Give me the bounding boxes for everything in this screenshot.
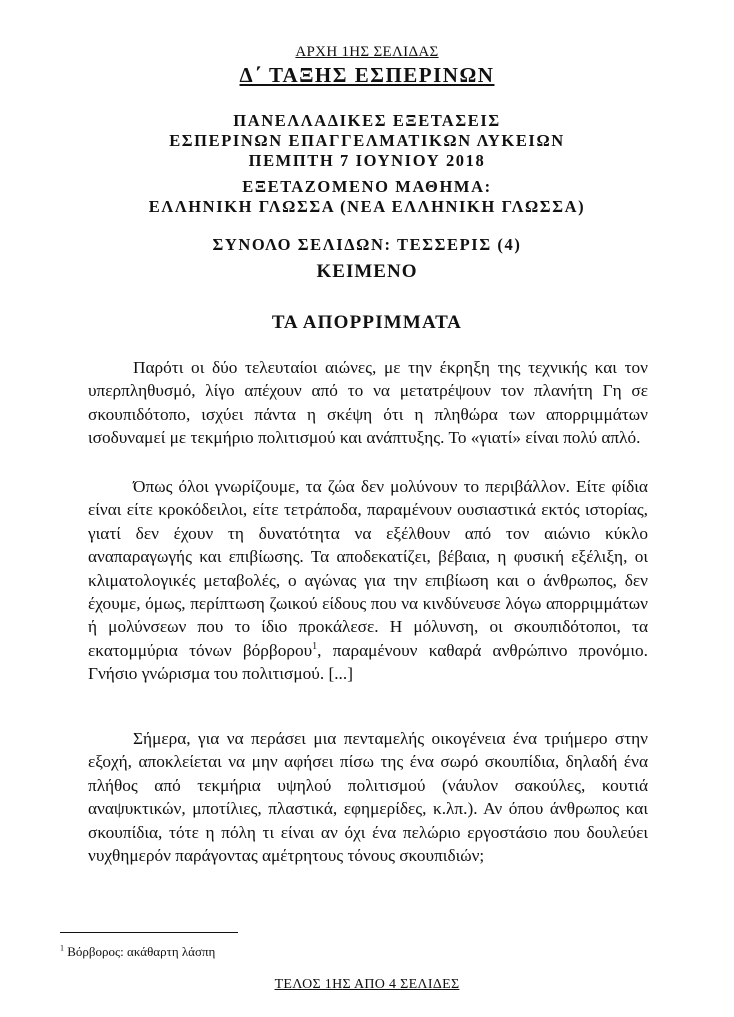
subject-label: ΕΞΕΤΑΖΟΜΕΝΟ ΜΑΘΗΜΑ: <box>242 177 492 196</box>
page-end-label: ΤΕΛΟΣ 1ΗΣ ΑΠΟ 4 ΣΕΛΙΔΕΣ <box>274 977 460 992</box>
footnote-divider <box>60 932 238 933</box>
section-heading: ΚΕΙΜΕΝΟ <box>316 261 418 282</box>
exam-line: ΠΑΝΕΛΛΑΔΙΚΕΣ ΕΞΕΤΑΣΕΙΣ <box>233 111 501 130</box>
footnote <box>60 944 215 960</box>
footnote-reference: 1 <box>312 641 318 653</box>
subject-name: ΕΛΛΗΝΙΚΗ ΓΛΩΣΣΑ (ΝΕΑ ΕΛΛΗΝΙΚΗ ΓΛΩΣΣΑ) <box>148 197 586 216</box>
footnote-text: Βόρβορος: ακάθαρτη λάσπη <box>64 944 216 959</box>
text-title: ΤΑ ΑΠΟΡΡΙΜΜΑΤΑ <box>271 312 463 333</box>
paragraph-3: Σήμερα, για να περάσει μια πενταμελής οικογένεια ένα τριήμερο στην εξοχή, αποκλείεται να μην αφήσει πίσω της ένα σωρό σκουπίδια, δηλαδή ένα πλήθος από τεκμήρια υψηλού πολιτισμού (νάυλον σακούλες, κουτιά αναψυκτικών, μποτίλιες, πλαστικά, εφημερίδες, κ.λπ.). Αν όπου άνθρωπος και σκουπίδια, τότε η πόλη τι είναι αν όχι ένα πελώριο εργοστάσιο που δουλεύει νυχθημερόν παράγοντας αμέτρητους τόνους σκουπιδιών; <box>88 729 648 866</box>
exam-date: ΠΕΜΠΤΗ 7 ΙΟΥΝΙΟΥ 2018 <box>248 151 486 170</box>
class-heading: Δ΄ ΤΑΞΗΣ ΕΣΠΕΡΙΝΩΝ <box>239 63 495 87</box>
paragraph-2 <box>88 475 648 686</box>
page-start-label: ΑΡΧΗ 1ΗΣ ΣΕΛΙΔΑΣ <box>295 44 439 60</box>
paragraph-2-part-a: Όπως όλοι γνωρίζουμε, τα ζώα δεν μολύνουν το περιβάλλον. Είτε φίδια είναι είτε κροκόδειλοι, είτε τετράποδα, παραμένουν ουσιαστικά εκτός ιστορίας, γιατί δεν έχουν τη δυνατότητα να εξέλθουν από τον αιώνιο κύκλο αναπαραγωγής και επιβίωσης. Τα αποδεκατίζει, βέβαια, η φυσική εξέλιξη, οι κλιματολογικές μεταβολές, ο αγώνας για την επιβίωση και ο άνθρωπος, δεν έχουμε, όμως, περίπτωση ζωικού είδους που να κινδύνευσε λόγω απορριμμάτων ή μολύνσεων που το ίδιο προκάλεσε. Η μόλυνση, οι σκουπιδότοποι, τα εκατομμύρια τόνων βόρβορου <box>88 477 648 660</box>
paragraph-1: Παρότι οι δύο τελευταίοι αιώνες, με την έκρηξη της τεχνικής και τον υπερπληθυσμό, λίγο απέχουν από το να μετατρέψουν τον πλανήτη Γη σε σκουπιδότοπο, ισχύει πάντα η σκέψη ότι η πληθώρα των απορριμμάτων ισοδυναμεί με τεκμήριο πολιτισμού και ανάπτυξης. Το «γιατί» είναι πολύ απλό. <box>88 358 648 448</box>
exam-info <box>0 111 734 171</box>
subject-info <box>0 177 734 217</box>
total-pages: ΣΥΝΟΛΟ ΣΕΛΙΔΩΝ: ΤΕΣΣΕΡΙΣ (4) <box>212 235 522 254</box>
paragraph-2-part-b: , παραμένουν καθαρά ανθρώπινο προνόμιο. Γνήσιο γνώρισμα του πολιτισμού. [...] <box>88 640 648 684</box>
footnote-marker: 1 <box>60 943 64 953</box>
exam-line: ΕΣΠΕΡΙΝΩΝ ΕΠΑΓΓΕΛΜΑΤΙΚΩΝ ΛΥΚΕΙΩΝ <box>169 131 565 150</box>
